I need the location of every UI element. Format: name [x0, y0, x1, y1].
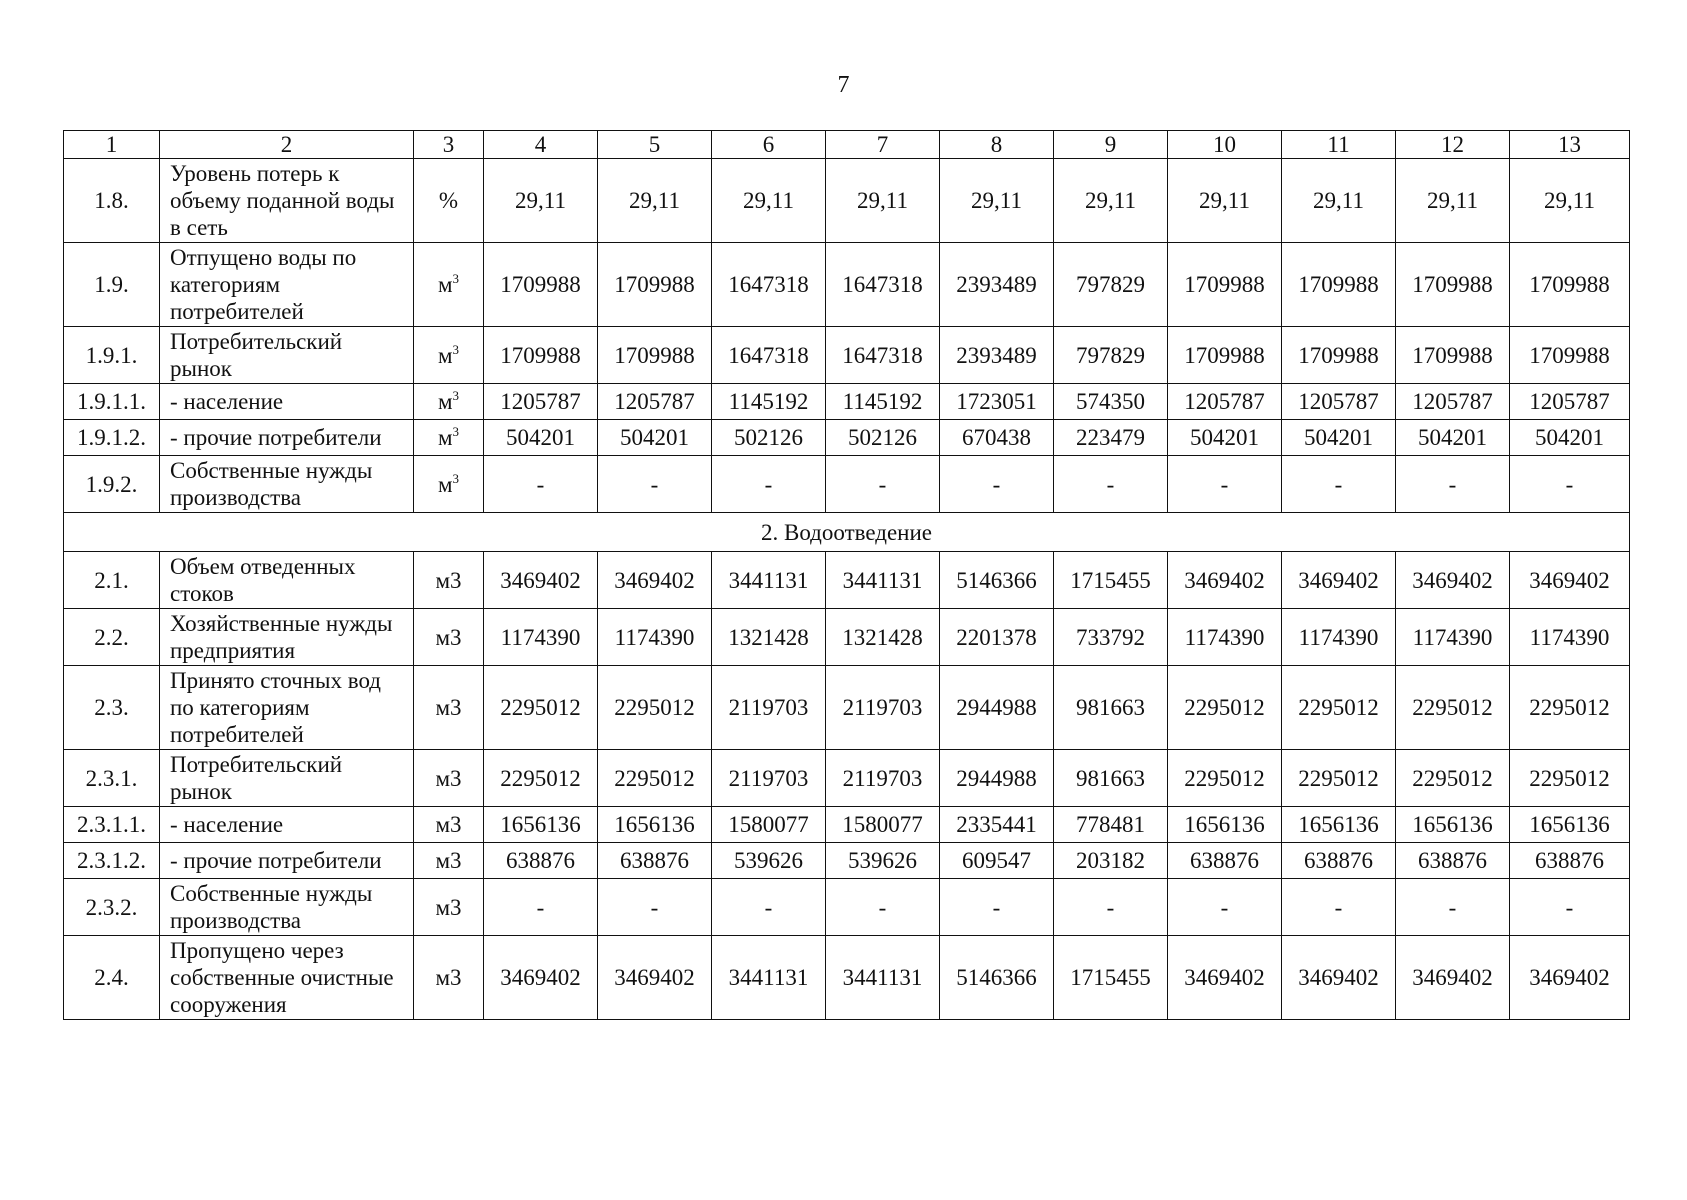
value-cell: 504201: [1282, 420, 1396, 456]
value-cell: 797829: [1054, 243, 1168, 327]
table-row: [64, 420, 1630, 456]
value-cell: 1580077: [712, 807, 826, 843]
value-cell: -: [826, 456, 940, 513]
value-cell: 2944988: [940, 750, 1054, 807]
value-cell: 2119703: [826, 750, 940, 807]
column-number-cell: 6: [712, 131, 826, 159]
value-cell: 1656136: [1282, 807, 1396, 843]
value-cell: 1709988: [598, 327, 712, 384]
value-cell: 504201: [484, 420, 598, 456]
value-cell: 1145192: [712, 384, 826, 420]
row-number-cell: 1.9.1.1.: [64, 384, 160, 420]
value-cell: 1647318: [712, 243, 826, 327]
value-cell: 1174390: [1396, 609, 1510, 666]
unit-cell: м3: [414, 879, 484, 936]
column-number-cell: 5: [598, 131, 712, 159]
value-cell: -: [1168, 456, 1282, 513]
unit-cell: м3: [414, 750, 484, 807]
row-name-cell: Отпущено воды по категориям потребителей: [160, 243, 414, 327]
page-number: 7: [837, 72, 850, 98]
value-cell: 504201: [1396, 420, 1510, 456]
value-cell: 5146366: [940, 552, 1054, 609]
value-cell: 2295012: [1396, 666, 1510, 750]
data-table: [63, 130, 1630, 1020]
value-cell: 2393489: [940, 327, 1054, 384]
column-number-cell: 3: [414, 131, 484, 159]
value-cell: 638876: [1168, 843, 1282, 879]
value-cell: 3469402: [1282, 936, 1396, 1020]
column-number-cell: 8: [940, 131, 1054, 159]
value-cell: 1321428: [826, 609, 940, 666]
row-name-cell: - население: [160, 384, 414, 420]
row-number-cell: 2.2.: [64, 609, 160, 666]
value-cell: 638876: [1510, 843, 1630, 879]
row-name-cell: Собственные нужды производства: [160, 456, 414, 513]
row-name-cell: Уровень потерь к объему поданной воды в сеть: [160, 159, 414, 243]
value-cell: -: [1510, 456, 1630, 513]
value-cell: -: [1282, 879, 1396, 936]
value-cell: 1174390: [1168, 609, 1282, 666]
value-cell: -: [826, 879, 940, 936]
value-cell: 1709988: [598, 243, 712, 327]
unit-cell: $м^3$: [414, 327, 484, 384]
value-cell: 2295012: [1282, 750, 1396, 807]
value-cell: -: [1396, 879, 1510, 936]
row-name-cell: Потребительский рынок: [160, 327, 414, 384]
value-cell: 1145192: [826, 384, 940, 420]
value-cell: 5146366: [940, 936, 1054, 1020]
value-cell: -: [484, 879, 598, 936]
value-cell: -: [940, 879, 1054, 936]
value-cell: 29,11: [484, 159, 598, 243]
value-cell: 502126: [712, 420, 826, 456]
value-cell: 1709988: [1396, 327, 1510, 384]
value-cell: 1647318: [826, 327, 940, 384]
unit-cell: %: [414, 159, 484, 243]
value-cell: 3469402: [1282, 552, 1396, 609]
value-cell: 2119703: [826, 666, 940, 750]
table-row: [64, 552, 1630, 609]
value-cell: 2295012: [1396, 750, 1510, 807]
value-cell: 2295012: [484, 750, 598, 807]
value-cell: -: [712, 456, 826, 513]
row-number-cell: 2.1.: [64, 552, 160, 609]
unit-cell: $м^3$: [414, 456, 484, 513]
value-cell: 29,11: [1168, 159, 1282, 243]
value-cell: 1709988: [1510, 327, 1630, 384]
value-cell: 3469402: [1168, 936, 1282, 1020]
value-cell: -: [1282, 456, 1396, 513]
column-number-cell: 7: [826, 131, 940, 159]
value-cell: 2295012: [1282, 666, 1396, 750]
value-cell: 29,11: [1282, 159, 1396, 243]
value-cell: 981663: [1054, 666, 1168, 750]
value-cell: 3469402: [1510, 936, 1630, 1020]
table-row: [64, 750, 1630, 807]
value-cell: 3469402: [1396, 552, 1510, 609]
unit-cell: м3: [414, 609, 484, 666]
value-cell: 1205787: [484, 384, 598, 420]
value-cell: -: [940, 456, 1054, 513]
value-cell: 2335441: [940, 807, 1054, 843]
value-cell: 2295012: [1168, 666, 1282, 750]
value-cell: 223479: [1054, 420, 1168, 456]
value-cell: 2295012: [484, 666, 598, 750]
unit-cell: м3: [414, 843, 484, 879]
unit-cell: $м^3$: [414, 384, 484, 420]
row-name-cell: Потребительский рынок: [160, 750, 414, 807]
value-cell: 981663: [1054, 750, 1168, 807]
value-cell: -: [598, 456, 712, 513]
value-cell: 29,11: [1054, 159, 1168, 243]
value-cell: 638876: [484, 843, 598, 879]
row-number-cell: 2.3.1.1.: [64, 807, 160, 843]
value-cell: 609547: [940, 843, 1054, 879]
table-row: [64, 327, 1630, 384]
value-cell: 3469402: [598, 936, 712, 1020]
value-cell: 1205787: [1282, 384, 1396, 420]
table-row: [64, 159, 1630, 243]
value-cell: 29,11: [1510, 159, 1630, 243]
value-cell: 638876: [1396, 843, 1510, 879]
unit-cell: м3: [414, 666, 484, 750]
section-row: [64, 513, 1630, 552]
value-cell: -: [1054, 879, 1168, 936]
value-cell: 1174390: [598, 609, 712, 666]
value-cell: 502126: [826, 420, 940, 456]
value-cell: -: [1396, 456, 1510, 513]
value-cell: 2393489: [940, 243, 1054, 327]
value-cell: -: [1168, 879, 1282, 936]
value-cell: 638876: [1282, 843, 1396, 879]
row-number-cell: 1.9.: [64, 243, 160, 327]
row-name-cell: Собственные нужды производства: [160, 879, 414, 936]
value-cell: -: [1054, 456, 1168, 513]
value-cell: 574350: [1054, 384, 1168, 420]
value-cell: 539626: [826, 843, 940, 879]
column-number-cell: 4: [484, 131, 598, 159]
value-cell: 3469402: [484, 936, 598, 1020]
value-cell: -: [598, 879, 712, 936]
value-cell: 29,11: [598, 159, 712, 243]
unit-cell: м3: [414, 936, 484, 1020]
value-cell: 3469402: [484, 552, 598, 609]
value-cell: 1580077: [826, 807, 940, 843]
value-cell: 3441131: [826, 936, 940, 1020]
value-cell: 1205787: [1396, 384, 1510, 420]
value-cell: 3469402: [1396, 936, 1510, 1020]
row-name-cell: - прочие потребители: [160, 843, 414, 879]
value-cell: 29,11: [940, 159, 1054, 243]
value-cell: 504201: [598, 420, 712, 456]
value-cell: 1709988: [1168, 327, 1282, 384]
column-number-cell: 11: [1282, 131, 1396, 159]
value-cell: 3469402: [1168, 552, 1282, 609]
column-number-cell: 13: [1510, 131, 1630, 159]
value-cell: 29,11: [826, 159, 940, 243]
value-cell: 3441131: [712, 936, 826, 1020]
value-cell: 539626: [712, 843, 826, 879]
value-cell: 1205787: [598, 384, 712, 420]
value-cell: 1174390: [484, 609, 598, 666]
value-cell: 1709988: [1510, 243, 1630, 327]
value-cell: 1709988: [1168, 243, 1282, 327]
unit-cell: м3: [414, 552, 484, 609]
table-row: [64, 879, 1630, 936]
value-cell: 1709988: [1396, 243, 1510, 327]
table-row: [64, 243, 1630, 327]
value-cell: 1709988: [484, 327, 598, 384]
row-number-cell: 2.4.: [64, 936, 160, 1020]
value-cell: -: [1510, 879, 1630, 936]
column-number-cell: 1: [64, 131, 160, 159]
value-cell: 638876: [598, 843, 712, 879]
value-cell: 2295012: [1510, 666, 1630, 750]
section-title: 2. Водоотведение: [64, 513, 1630, 552]
row-number-cell: 2.3.1.2.: [64, 843, 160, 879]
value-cell: 2295012: [1510, 750, 1630, 807]
row-number-cell: 1.9.1.: [64, 327, 160, 384]
value-cell: 2944988: [940, 666, 1054, 750]
value-cell: 1174390: [1282, 609, 1396, 666]
value-cell: 3441131: [712, 552, 826, 609]
value-cell: 2295012: [598, 666, 712, 750]
value-cell: 1709988: [1282, 243, 1396, 327]
value-cell: 670438: [940, 420, 1054, 456]
column-number-cell: 9: [1054, 131, 1168, 159]
value-cell: 2295012: [598, 750, 712, 807]
value-cell: 3441131: [826, 552, 940, 609]
value-cell: 733792: [1054, 609, 1168, 666]
value-cell: 1656136: [1396, 807, 1510, 843]
column-number-cell: 2: [160, 131, 414, 159]
table-row: [64, 384, 1630, 420]
row-name-cell: - население: [160, 807, 414, 843]
value-cell: 778481: [1054, 807, 1168, 843]
table-row: [64, 666, 1630, 750]
value-cell: 29,11: [1396, 159, 1510, 243]
value-cell: 1715455: [1054, 552, 1168, 609]
table-row: [64, 807, 1630, 843]
value-cell: 1709988: [1282, 327, 1396, 384]
value-cell: 2295012: [1168, 750, 1282, 807]
value-cell: 1647318: [826, 243, 940, 327]
value-cell: 1656136: [598, 807, 712, 843]
value-cell: 2201378: [940, 609, 1054, 666]
unit-cell: $м^3$: [414, 420, 484, 456]
row-name-cell: Объем отведенных стоков: [160, 552, 414, 609]
value-cell: 1656136: [1168, 807, 1282, 843]
column-number-cell: 10: [1168, 131, 1282, 159]
value-cell: 2119703: [712, 666, 826, 750]
value-cell: 3469402: [598, 552, 712, 609]
value-cell: -: [712, 879, 826, 936]
table-row: [64, 609, 1630, 666]
unit-cell: м3: [414, 807, 484, 843]
row-name-cell: - прочие потребители: [160, 420, 414, 456]
value-cell: 504201: [1168, 420, 1282, 456]
value-cell: 203182: [1054, 843, 1168, 879]
value-cell: 1709988: [484, 243, 598, 327]
value-cell: 797829: [1054, 327, 1168, 384]
column-number-cell: 12: [1396, 131, 1510, 159]
row-number-cell: 1.9.1.2.: [64, 420, 160, 456]
row-name-cell: Принято сточных вод по категориям потребителей: [160, 666, 414, 750]
value-cell: 1321428: [712, 609, 826, 666]
table-row: [64, 843, 1630, 879]
value-cell: 1656136: [484, 807, 598, 843]
row-number-cell: 2.3.2.: [64, 879, 160, 936]
value-cell: 29,11: [712, 159, 826, 243]
table-header-row: [64, 131, 1630, 159]
table-row: [64, 456, 1630, 513]
unit-cell: $м^3$: [414, 243, 484, 327]
row-number-cell: 1.9.2.: [64, 456, 160, 513]
row-name-cell: Пропущено через собственные очистные сооружения: [160, 936, 414, 1020]
value-cell: 1174390: [1510, 609, 1630, 666]
value-cell: 2119703: [712, 750, 826, 807]
row-number-cell: 1.8.: [64, 159, 160, 243]
row-name-cell: Хозяйственные нужды предприятия: [160, 609, 414, 666]
value-cell: 1205787: [1168, 384, 1282, 420]
value-cell: 504201: [1510, 420, 1630, 456]
value-cell: 1723051: [940, 384, 1054, 420]
table-row: [64, 936, 1630, 1020]
value-cell: 1647318: [712, 327, 826, 384]
value-cell: 3469402: [1510, 552, 1630, 609]
value-cell: 1205787: [1510, 384, 1630, 420]
value-cell: 1656136: [1510, 807, 1630, 843]
value-cell: -: [484, 456, 598, 513]
row-number-cell: 2.3.: [64, 666, 160, 750]
row-number-cell: 2.3.1.: [64, 750, 160, 807]
value-cell: 1715455: [1054, 936, 1168, 1020]
